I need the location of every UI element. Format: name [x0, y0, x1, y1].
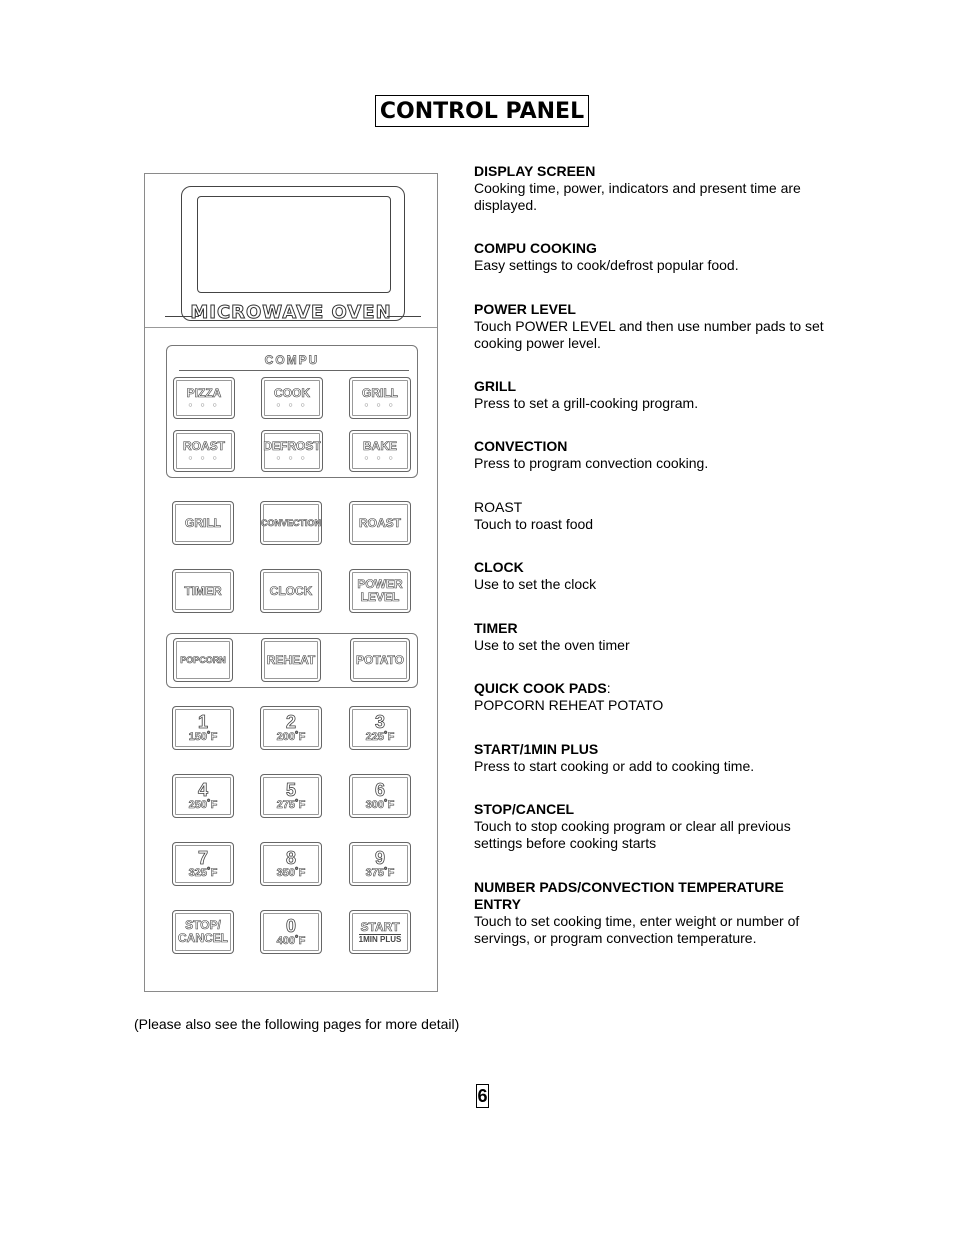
button-label: CLOCK — [269, 583, 313, 598]
compu-grill-button[interactable] — [349, 377, 411, 419]
desc-start — [474, 741, 834, 775]
desc-text: Press to set a grill-cooking program. — [474, 395, 699, 411]
stop-cancel-button[interactable] — [172, 910, 234, 954]
pad-number: 4 — [197, 780, 208, 800]
button-label: GRILL — [362, 385, 398, 400]
number-pad-4[interactable] — [172, 774, 234, 818]
desc-text: Touch to stop cooking program or clear all previous settings before cooking starts — [474, 818, 791, 851]
desc-heading-colon: : — [606, 680, 611, 696]
desc-heading: DISPLAY SCREEN — [474, 163, 596, 179]
desc-text: Use to set the clock — [474, 576, 597, 592]
pad-temperature: 275˚F — [276, 799, 306, 811]
defrost-button[interactable] — [261, 430, 323, 472]
desc-heading: POWER LEVEL — [474, 301, 576, 317]
button-label: DEFROST — [263, 438, 321, 453]
button-label: GRILL — [185, 515, 221, 530]
desc-roast — [474, 499, 834, 533]
indicator-dots: ○ ○ ○ — [188, 454, 220, 462]
pad-temperature: 150˚F — [188, 731, 218, 743]
desc-stop-cancel — [474, 801, 834, 852]
desc-heading: ROAST — [474, 499, 523, 515]
desc-heading: CONVECTION — [474, 438, 568, 454]
number-pad-3[interactable] — [349, 706, 411, 750]
desc-text: Touch to roast food — [474, 516, 594, 532]
page-title: CONTROL PANEL — [379, 98, 585, 124]
compu-roast-button[interactable] — [173, 430, 235, 472]
page-number: 6 — [477, 1086, 488, 1106]
pad-number: 6 — [374, 780, 385, 800]
pad-number: 8 — [285, 848, 296, 868]
power-level-button[interactable] — [349, 569, 411, 613]
desc-heading: TIMER — [474, 620, 518, 636]
pad-number: 3 — [374, 712, 385, 732]
button-label: POPCORN — [180, 654, 226, 665]
grill-button[interactable] — [172, 501, 234, 545]
desc-text: Touch to set cooking time, enter weight or number of servings, or program convection temperature. — [474, 913, 800, 946]
number-pad-2[interactable] — [260, 706, 322, 750]
pizza-button[interactable] — [173, 377, 235, 419]
desc-text: Press to start cooking or add to cooking time. — [474, 758, 755, 774]
control-panel-diagram — [144, 173, 438, 992]
display-screen — [197, 196, 391, 293]
button-label: TIMER — [184, 583, 222, 598]
brand-line-right — [387, 316, 421, 317]
page-title-box — [375, 95, 589, 127]
footnote: (Please also see the following pages for more detail) — [134, 1016, 460, 1032]
pad-number: 9 — [374, 848, 385, 868]
button-label: ROAST — [359, 515, 401, 530]
potato-button[interactable] — [350, 638, 410, 682]
desc-heading: COMPU COOKING — [474, 240, 597, 256]
roast-button[interactable] — [349, 501, 411, 545]
bake-button[interactable] — [349, 430, 411, 472]
button-label: BAKE — [362, 438, 397, 453]
compu-label: COMPU — [264, 353, 320, 367]
pad-temperature: 350˚F — [276, 867, 306, 879]
display-frame — [181, 186, 405, 321]
button-label: ROAST — [183, 438, 225, 453]
pad-number: 0 — [285, 916, 296, 936]
desc-text: POPCORN REHEAT POTATO — [474, 697, 664, 713]
number-pad-6[interactable] — [349, 774, 411, 818]
timer-button[interactable] — [172, 569, 234, 613]
desc-timer — [474, 620, 834, 654]
pad-temperature: 200˚F — [276, 731, 306, 743]
pad-temperature: 300˚F — [365, 799, 395, 811]
button-label: REHEAT — [266, 652, 316, 667]
button-label: CONVECTION — [261, 517, 322, 528]
desc-heading: CLOCK — [474, 559, 524, 575]
pad-number: 7 — [197, 848, 208, 868]
clock-button[interactable] — [260, 569, 322, 613]
number-pad-0[interactable] — [260, 910, 322, 954]
desc-heading: NUMBER PADS/CONVECTION TEMPERATURE ENTRY — [474, 879, 784, 912]
desc-power-level — [474, 301, 834, 352]
pad-temperature: 375˚F — [365, 867, 395, 879]
pad-temperature: 225˚F — [365, 731, 395, 743]
compu-divider — [179, 370, 409, 371]
desc-quick-cook-pads — [474, 680, 834, 714]
indicator-dots: ○ ○ ○ — [188, 401, 220, 409]
indicator-dots: ○ ○ ○ — [276, 454, 308, 462]
panel-divider — [145, 327, 437, 328]
brand-logo: MICROWAVE OVEN — [190, 302, 392, 323]
pad-temperature: 325˚F — [188, 867, 218, 879]
compu-cook-button[interactable] — [261, 377, 323, 419]
desc-text: Cooking time, power, indicators and present time are displayed. — [474, 180, 801, 213]
convection-button[interactable] — [260, 501, 322, 545]
number-pad-1[interactable] — [172, 706, 234, 750]
desc-compu-cooking — [474, 240, 834, 274]
button-label: PIZZA — [186, 385, 222, 400]
desc-number-pads — [474, 879, 834, 947]
desc-text: Easy settings to cook/defrost popular food. — [474, 257, 739, 273]
button-label: POTATO — [356, 652, 404, 667]
desc-text: Use to set the oven timer — [474, 637, 630, 653]
indicator-dots: ○ ○ ○ — [364, 401, 396, 409]
desc-text: Touch POWER LEVEL and then use number pads to set cooking power level. — [474, 318, 824, 351]
desc-heading: QUICK COOK PADS — [474, 680, 607, 696]
pad-temperature: 400˚F — [276, 935, 306, 947]
pad-number: 5 — [285, 780, 296, 800]
indicator-dots: ○ ○ ○ — [364, 454, 396, 462]
desc-heading: GRILL — [474, 378, 516, 394]
pad-temperature: 250˚F — [188, 799, 218, 811]
popcorn-button[interactable] — [173, 638, 233, 682]
number-pad-7[interactable] — [172, 842, 234, 886]
button-label: POWER LEVEL — [357, 577, 403, 604]
desc-clock — [474, 559, 834, 593]
desc-convection — [474, 438, 834, 472]
indicator-dots: ○ ○ ○ — [276, 401, 308, 409]
desc-text: Press to program convection cooking. — [474, 455, 709, 471]
desc-grill — [474, 378, 834, 412]
number-pad-9[interactable] — [349, 842, 411, 886]
desc-heading: START/1MIN PLUS — [474, 741, 599, 757]
pad-number: 1 — [197, 712, 208, 732]
reheat-button[interactable] — [261, 638, 321, 682]
button-label: STOP/ CANCEL — [178, 918, 228, 945]
desc-heading: STOP/CANCEL — [474, 801, 575, 817]
pad-number: 2 — [285, 712, 296, 732]
button-label: COOK — [274, 385, 310, 400]
start-button[interactable] — [349, 910, 411, 954]
button-label: START — [360, 919, 400, 934]
number-pad-8[interactable] — [260, 842, 322, 886]
number-pad-5[interactable] — [260, 774, 322, 818]
desc-display-screen — [474, 163, 834, 214]
button-sublabel: 1MIN PLUS — [358, 934, 402, 944]
